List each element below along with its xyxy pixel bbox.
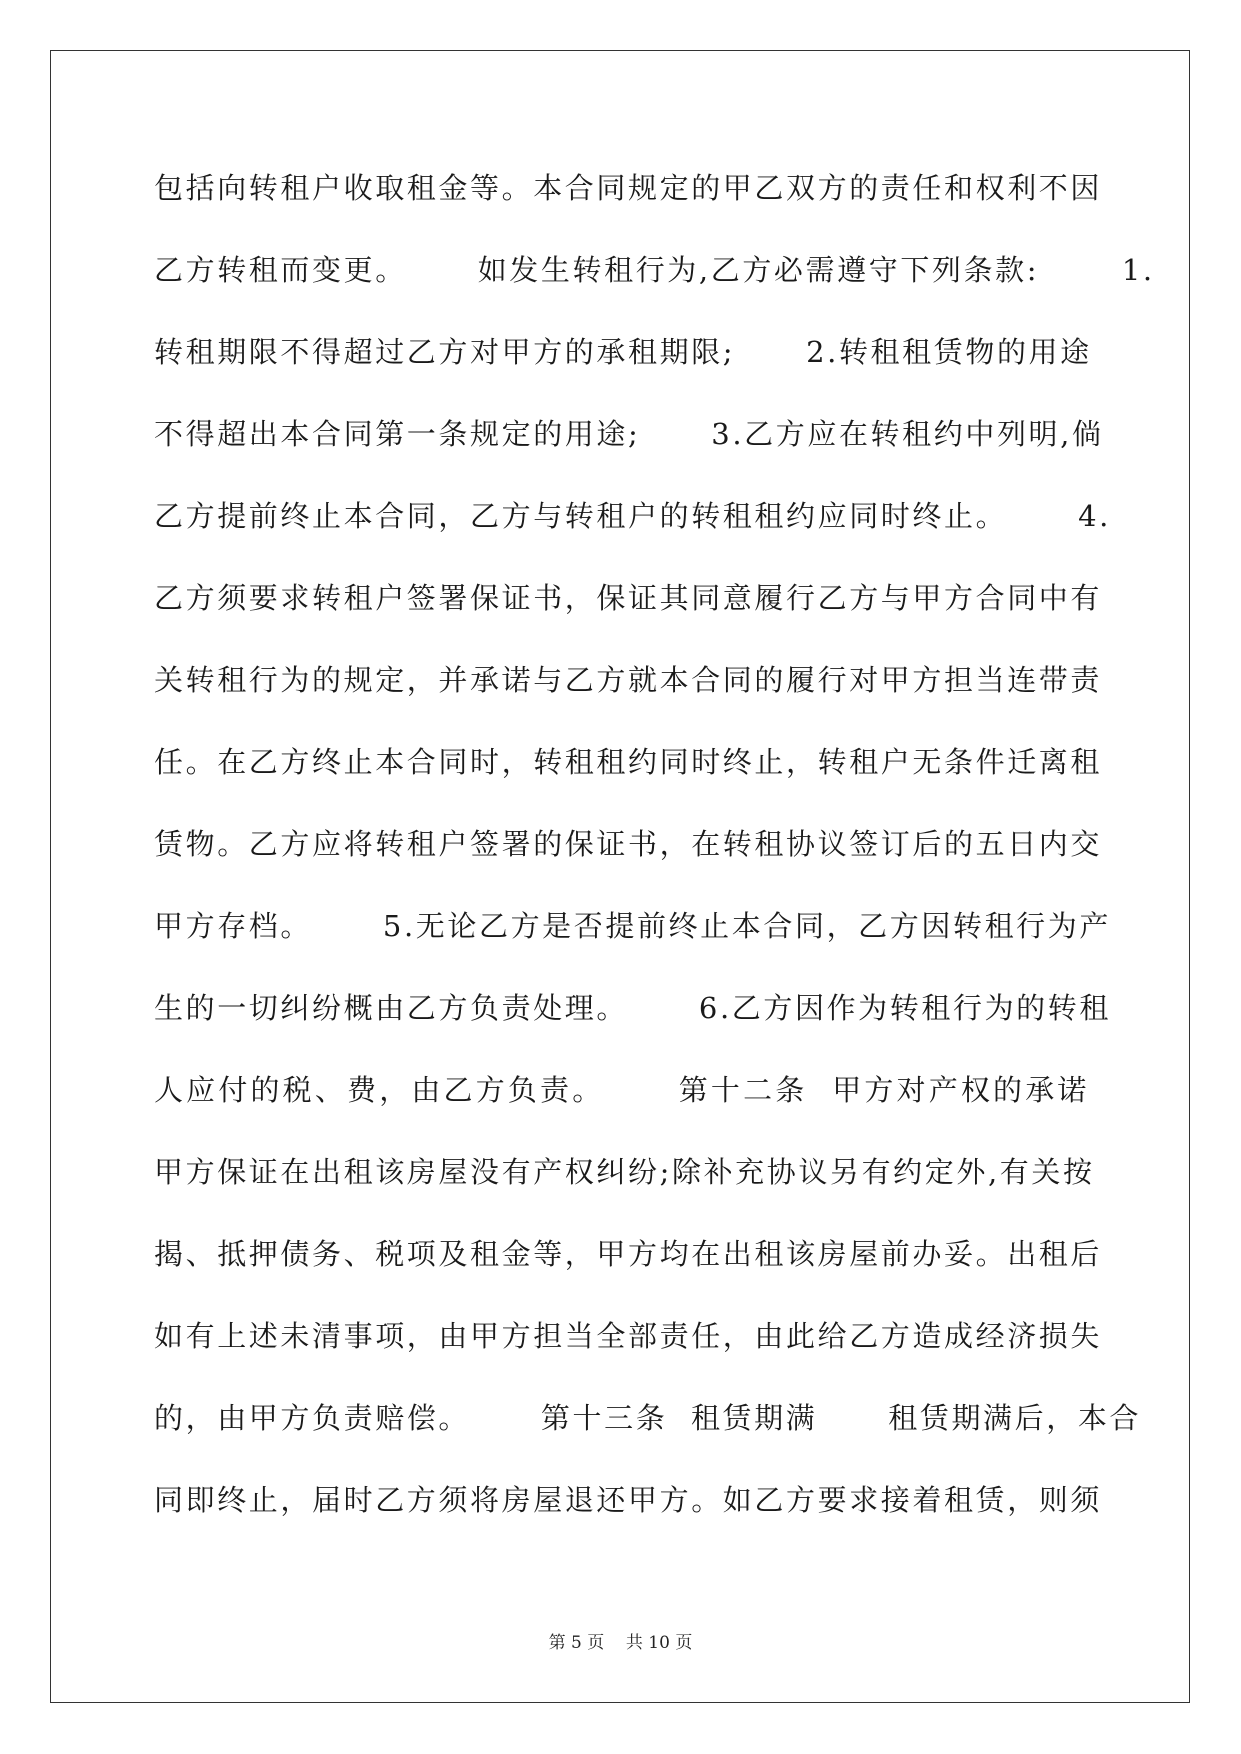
text-line: 赁物。乙方应将转租户签署的保证书，在转租协议签订后的五日内交: [154, 827, 1103, 861]
text-line: 生的一切纠纷概由乙方负责处理。 6.乙方因作为转租行为的转租: [154, 991, 1111, 1025]
text-line: 任。在乙方终止本合同时，转租租约同时终止，转租户无条件迁离租: [154, 745, 1103, 779]
text-line: 转租期限不得超过乙方对甲方的承租期限; 2.转租租赁物的用途: [154, 335, 1092, 369]
text-line: 如有上述未清事项，由甲方担当全部责任，由此给乙方造成经济损失: [154, 1319, 1103, 1353]
text-line: 甲方保证在出租该房屋没有产权纠纷;除补充协议另有约定外,有关按: [154, 1155, 1095, 1189]
text-line: 包括向转租户收取租金等。本合同规定的甲乙双方的责任和权利不因: [154, 171, 1103, 205]
document-body: [154, 158, 1155, 1552]
text-line: 乙方转租而变更。 如发生转租行为,乙方必需遵守下列条款: 1.: [154, 253, 1155, 287]
text-line: 同即终止，届时乙方须将房屋退还甲方。如乙方要求接着租赁，则须: [154, 1483, 1103, 1517]
page-number-footer: 第 5 页 共 10 页: [548, 1633, 693, 1653]
text-line: 乙方提前终止本合同，乙方与转租户的转租租约应同时终止。 4.: [154, 499, 1111, 533]
text-line: 关转租行为的规定，并承诺与乙方就本合同的履行对甲方担当连带责: [154, 663, 1103, 697]
text-line: 甲方存档。 5.无论乙方是否提前终止本合同，乙方因转租行为产: [154, 909, 1111, 943]
text-line: 不得超出本合同第一条规定的用途; 3.乙方应在转租约中列明,倘: [154, 417, 1104, 451]
text-line: 的，由甲方负责赔偿。 第十三条 租赁期满 租赁期满后，本合: [154, 1401, 1142, 1435]
text-line: 揭、抵押债务、税项及租金等，甲方均在出租该房屋前办妥。出租后: [154, 1237, 1103, 1271]
text-line: 人应付的税、费，由乙方负责。 第十二条 甲方对产权的承诺: [154, 1073, 1089, 1107]
text-line: 乙方须要求转租户签署保证书，保证其同意履行乙方与甲方合同中有: [154, 581, 1103, 615]
